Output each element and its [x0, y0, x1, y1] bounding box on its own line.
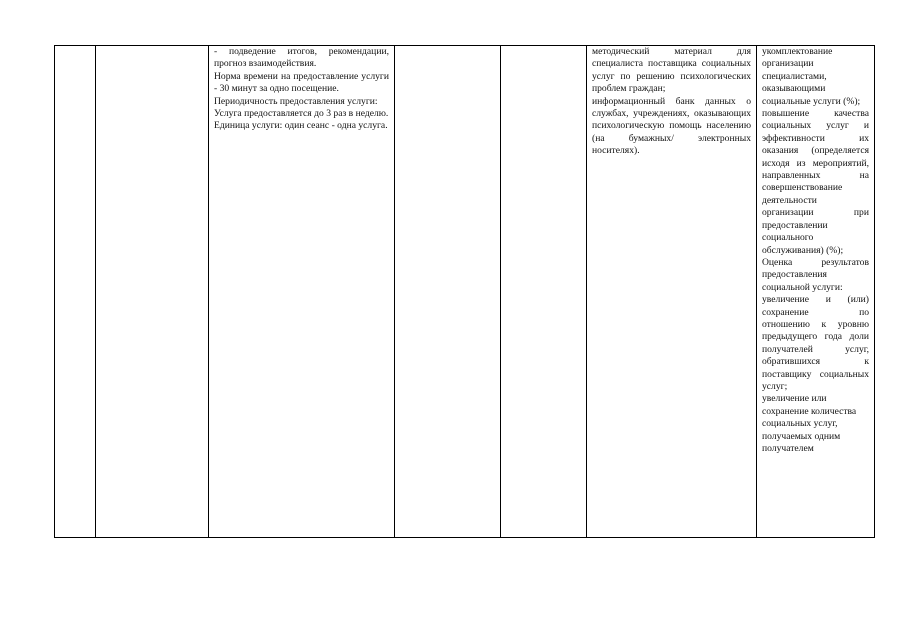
- cell-conditions: [587, 46, 757, 538]
- cell-indicators: [757, 46, 875, 538]
- description-paragraph: Норма времени на предоставление услуги - 30 минут за одно посещение.: [214, 70, 389, 95]
- conditions-paragraph: методический материал для специалиста поставщика социальных услуг по решению психологических проблем граждан;: [592, 46, 751, 95]
- document-table: [54, 45, 875, 538]
- indicators-paragraph: увеличение или сохранение количества социальных услуг, получаемых одним получателем: [762, 393, 857, 454]
- indicators-paragraph: повышение качества социальных услуг и эффективности их оказания (определяется исходя из мероприятий, направленных на совершенствование деятельности организации при предоставлении социального обслуживания) (%);: [762, 108, 869, 256]
- indicators-paragraph: увеличение и (или) сохранение по отношению к уровню предыдущего года доли получателей услуг, обратившихся к поставщику социальных услуг;: [762, 294, 869, 392]
- conditions-paragraph: информационный банк данных о службах, учреждениях, оказывающих психологическую помощь населению (на бумажных/ электронных носителях).: [592, 95, 751, 157]
- table-row: [55, 46, 875, 538]
- description-paragraph: Единица услуги: один сеанс - одна услуга.: [214, 120, 388, 132]
- cell-number: [55, 46, 96, 538]
- indicators-paragraph: укомплектование организации специалистами, оказывающими социальные услуги (%);: [762, 46, 861, 107]
- cell-service-description: [209, 46, 395, 538]
- description-paragraph: Периодичность предоставления услуги:: [214, 95, 378, 107]
- indicators-paragraph: Оценка результатов предоставления социальной услуги:: [762, 256, 869, 293]
- description-paragraph: - подведение итогов, рекомендации, прогноз взаимодействия.: [214, 46, 389, 70]
- cell-empty-5: [501, 46, 587, 538]
- description-paragraph: Услуга предоставляется до 3 раз в неделю.: [214, 108, 389, 120]
- cell-empty-4: [395, 46, 501, 538]
- cell-service-name: [96, 46, 209, 538]
